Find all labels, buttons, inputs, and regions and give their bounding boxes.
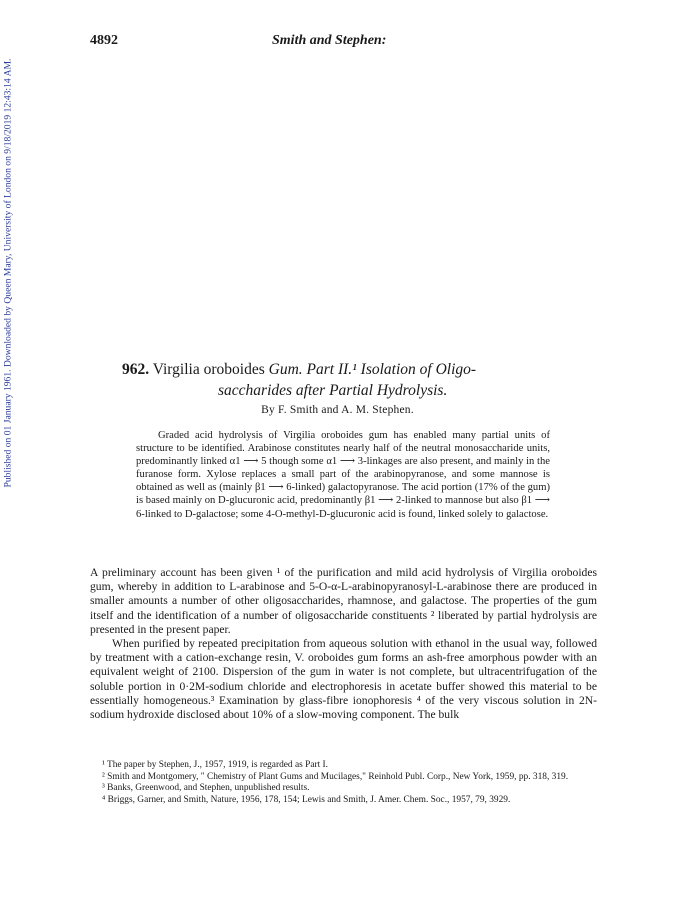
footnotes (90, 760, 597, 806)
title-line1-rest: Gum. Part II.¹ Isolation of Oligo- (268, 361, 477, 378)
footnote-4: ⁴ Briggs, Garner, and Smith, Nature, 1956, 178, 154; Lewis and Smith, J. Amer. Chem. Soc., 1957, 79, 3929. (102, 794, 511, 805)
body-paragraph-2: When purified by repeated precipitation from aqueous solution with ethanol in the usual way, followed by treatment with a cation-exchange resin, V. oroboides gum forms an ash-free amorphous powder with an equivalent weight of 2100. Dispersion of the gum in water is not complete, but ultracentrifugation of the soluble portion in 0·2M-sodium chloride and electrophoresis in acetate buffer showed this material to be essentially homogeneous.³ Examination by glass-fibre ionophoresis ⁴ of the very viscous solution in 2N-sodium hydroxide disclosed about 10% of a slow-moving component. The bulk (90, 637, 597, 722)
running-head: Smith and Stephen: (272, 33, 387, 48)
page-number: 4892 (90, 33, 118, 48)
footnote-1: ¹ The paper by Stephen, J., 1957, 1919, is regarded as Part I. (102, 760, 329, 770)
download-notice: Published on 01 January 1961. Downloaded by Queen Mary, University of London on 9/18/2019 12:43:14 AM. (2, 58, 14, 488)
body-text (90, 566, 597, 722)
title-line2: saccharides after Partial Hydrolysis. (218, 382, 448, 399)
footnote-3: ³ Banks, Greenwood, and Stephen, unpublished results. (102, 783, 310, 794)
abstract-text: Graded acid hydrolysis of Virgilia oroboides gum has enabled many partial units of structure to be identified. Arabinose constitutes nearly half of the neutral monosaccharide units, predominantly linked α1 ⟶ 5 though some α1 ⟶ 3-linkages are also present, and mainly in the furanose form. Xylose replaces a small part of the arabinopyranose, and some mannose is obtained as well as (mainly β1 ⟶ 6-linked) galactopyranose. The acid portion (17% of the gum) is based mainly on D-glucuronic acid, predominantly β1 ⟶ 2-linked to mannose but also β1 ⟶ 6-linked to D-galactose; some 4-O-methyl-D-glucuronic acid is found, linked solely to galactose. (136, 430, 550, 520)
body-paragraph-1: A preliminary account has been given ¹ of the purification and mild acid hydrolysis of Virgilia oroboides gum, whereby in addition to L-arabinose and 5-O-α-L-arabinopyranosyl-L-arabinose there are produced in smaller amounts a number of other oligosaccharides, rhamnose, and galactose. The properties of the gum itself and the identification of a number of oligosaccharide constituents ² liberated by partial hydrolysis are presented in the present paper. (90, 566, 597, 636)
title-genus: Virgilia oroboides (152, 361, 265, 378)
article-number: 962. (122, 361, 150, 378)
author-byline: By F. Smith and A. M. Stephen. (261, 404, 414, 416)
abstract (136, 429, 550, 521)
article-title (122, 359, 562, 401)
footnote-2: ² Smith and Montgomery, " Chemistry of Plant Gums and Mucilages," Reinhold Publ. Corp., New York, 1959, pp. 318, 319. (102, 771, 569, 782)
